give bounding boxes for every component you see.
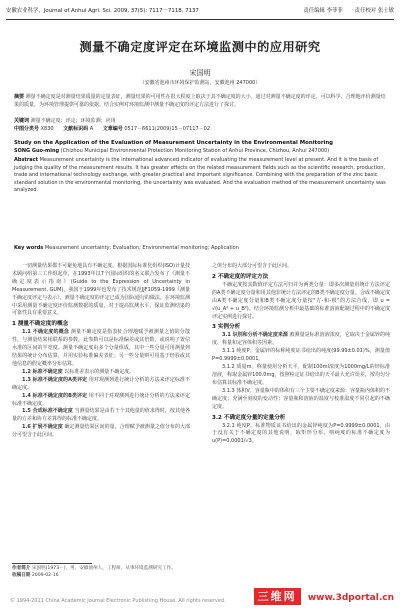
- s3-1-1-text: 3.1.1 纯度P。金属锌的标称纯度证书给出的纯度(99.99±0.01)%，测量值P=0.9999±0.0001。: [212, 348, 390, 363]
- english-abstract: [14, 157, 386, 195]
- abstract-cn: [14, 94, 386, 109]
- english-abstract-text: Measurement uncertainty is the international advanced indicator of evaluating the measurement level at present. And it is the basis of judging the quality of the measurement results. It has greater effects on the related measurement fields such as the scientific research, production, trade and international technology exchange, with greater practical and important significance. Combining with the preparation of the zinc basic standard solution in the environmental monitoring, the uncertainty was evaluated. And the evaluation method of the measurement uncertainty was analyzed.: [14, 157, 386, 193]
- doc-code-label: 文献标识码: [63, 126, 89, 132]
- abstract-cn-label: 摘要: [14, 94, 25, 100]
- s3-2-heading: 3.2 不确定度分量的定量分析: [212, 414, 286, 421]
- section-3-heading: 3 实例分析: [212, 324, 241, 331]
- s1-6-heading: 1.6 扩展不确定度: [22, 424, 63, 431]
- author-name: 宋国明: [189, 69, 211, 77]
- s1-1-text: 测量不确定度是指表征合理地赋予被测量之值的分散性，与测量结果相联系的参数。此参数可以是标准偏差或其倍数，或说明了置信水准的区间的半宽度。测量不确定度由多个分量组成，其中一些分量可用测量列结果的统计分布估算，并用实验标准偏差表征；另一些分量则可用基于经验或其他信息的假定概率分布估算。: [12, 329, 190, 367]
- s1-4-text: 用不同于对观测列进行统计分析的方法来评定标准不确定度。: [12, 392, 190, 407]
- footnote-author-label: 作者简介: [12, 566, 31, 571]
- english-keywords-text: Measurement uncertainty; Evaluation; Environmental monitoring; Application: [44, 245, 239, 251]
- article-number-label: 文章编号: [102, 126, 123, 132]
- watermark-logo: 三维网: [254, 588, 301, 605]
- section-1-heading: 1 测量不确定度的概念: [12, 321, 69, 328]
- continued-text: 之值分布的大部分可望含于此区间。: [212, 263, 293, 269]
- running-header: [6, 5, 394, 17]
- s1-5-heading: 1.5 合成标准不确定度: [22, 408, 73, 415]
- left-column: [12, 263, 190, 440]
- s1-3-text: 用对观测列进行统计分析的方法来评定标准不确定度。: [12, 376, 190, 391]
- footnote-received: [12, 573, 192, 580]
- responsible-editor: 责任编辑 李菲菲: [303, 8, 343, 14]
- footnote-received-label: 收稿日期: [12, 572, 31, 578]
- abstract-cn-text: 测量不确定度是对测量结果质量的定量表征，测量结果的可用性在很大程度上取决于其不确定度的大小。通过对测量不确定度的评定，可以科学、合理地评价测量结果的质量，为环境管理提供可靠的依据。结合实例对环境监测中测量不确定度的评定方法进行了探讨。: [14, 94, 386, 108]
- s1-6-text: 确定测量结果区间的量，合理赋予被测量之值分布的大部分可望含于此区间。: [12, 424, 190, 439]
- english-keywords: [14, 245, 386, 253]
- section-2-heading: 2 不确定度的评定方法: [212, 273, 269, 280]
- intro-paragraph: 一切测量结果都不可避免地具有不确定度。根据国际标准化组织(ISO)计量技术顾问组第三工作组起草，在1993年以7个国际组织的名义联合发布了《测量不确定度表示指南》(Guide to the Expression of Uncertainty in Measurement, GUM)，我国于1999年也发布了技术规范JJF1059-1999《测量不确定度评定与表示》。测量不确定度的评定已成为国际通行的做法，在环境监测中采用测量不确定度评价监测数据的质量，对于提高监测水平、保证监测结果的可靠性具有重要意义。: [12, 263, 190, 317]
- s1-1-heading: 1.1 不确定度的概念: [22, 329, 70, 336]
- footnote: [12, 566, 192, 579]
- clc-value: X830: [40, 126, 54, 132]
- responsible-proofreader: 责任校对 张士敏: [354, 8, 394, 14]
- english-keywords-label: Key words: [14, 245, 44, 251]
- footnote-author-text: 宋国明(1973－)，男，安徽池州人，工程师，从事环境监测研究工作。: [31, 566, 176, 571]
- footnote-received-text: 2009-02-16: [31, 572, 59, 578]
- article-title: 测量不确定度评定在环境监测中的应用研究: [79, 40, 321, 54]
- s3-1-2-text: 3.1.2 质量m。称量使用分析天平，配制100ml浓度为1000mg/L的锌标准溶液，称取金属锌100.0mg，按照检定证书给出的天平最大允许误差，按均匀分布估算其标准不确定度。: [212, 364, 390, 386]
- english-byline: [14, 148, 386, 156]
- right-column: [212, 263, 390, 446]
- keywords-cn-text: 测量不确定度；评定；环境监测；应用: [30, 118, 116, 124]
- english-abstract-label: Abstract: [14, 157, 39, 163]
- journal-citation: 安徽农业科学，Journal of Anhui Agri. Sci. 2009, 37(5): 7117－7118, 7137: [6, 8, 199, 14]
- article-number-value: 0517－6611(2009)15－07117－02: [124, 126, 211, 132]
- s2-text: 不确定度按其数值评定方法可归并为两类分量：即多次测量用统计方法评定的A类不确定度分量和用其他非统计方法评定的B类不确定度分量。合成不确定度由A类不确定度分量和B类不确定度分量按"方-和-根"的方法合成，即 u = √(u_A² + u_B²)。结合环境监测分析中最基础的标准溶液配制过程中的不确定度评定实例进行探讨。: [212, 281, 390, 320]
- keywords-cn-label: 关键词: [14, 118, 30, 124]
- s1-2-text: 以标准差表示的测量不确定度。: [64, 368, 135, 375]
- s3-2-1-text: 3.2.1 纯度P。标准物质证书给出的金属锌纯度为P=0.9999±0.0001，由于没有关于不确定度的其他说明，取矩形分布，则纯度的标准不确定度为u(P)=0.0001/√3。: [212, 422, 390, 445]
- s1-3-heading: 1.3 标准不确定度的A类评定: [22, 376, 88, 383]
- header-rule: [6, 19, 394, 20]
- doc-code-value: A: [89, 126, 94, 132]
- author-affiliation: （安徽省池州市环境保护监测站，安徽池州 247000）: [139, 80, 261, 86]
- copyright-notice: © 1994-2011 China Academic Journal Electronic Publishing House. All rights reserved.: [10, 598, 226, 604]
- watermark-url: www.3dportal.cn: [307, 593, 394, 603]
- s1-2-heading: 1.2 标准不确定度: [22, 368, 63, 375]
- s3-1-3-text: 3.1.3 体积V。容量瓶中的体积有三个主要不确定度来源：容量瓶内体积的不确定度；充满至刻度的变动性；容量瓶和溶液的温度与校准温度不同引起的不确定度。: [212, 387, 390, 410]
- s1-5-text: 当测量结果是由若干个其他量的值求得时，按其他各量的方差和协方差算得的标准不确定度。: [12, 408, 190, 423]
- classification-line: [14, 126, 386, 134]
- header-editorial: [293, 5, 394, 17]
- s3-1-text: 被测量是标准溶液浓度，它取决于金属锌的纯度、称量和定容体积等因素。: [212, 332, 390, 347]
- s3-1-heading: 3.1 识别和分析不确定度来源: [222, 332, 288, 339]
- english-title: Study on the Application of the Evaluation of Measurement Uncertainty in the Environmental Monitoring: [14, 140, 334, 146]
- site-watermark: [254, 588, 394, 605]
- s1-4-heading: 1.4 标准不确定度的B类评定: [22, 392, 88, 399]
- english-author: SONG Guo-ming: [14, 148, 60, 154]
- footnote-rule: [12, 563, 92, 564]
- clc-label: 中图分类号: [14, 126, 40, 132]
- keywords-cn: [14, 118, 386, 126]
- english-affiliation: (Chizhou Municipal Environmental Protection Monitoring Station of Anhui Province, Chizhou, Anhui 247000): [60, 148, 330, 154]
